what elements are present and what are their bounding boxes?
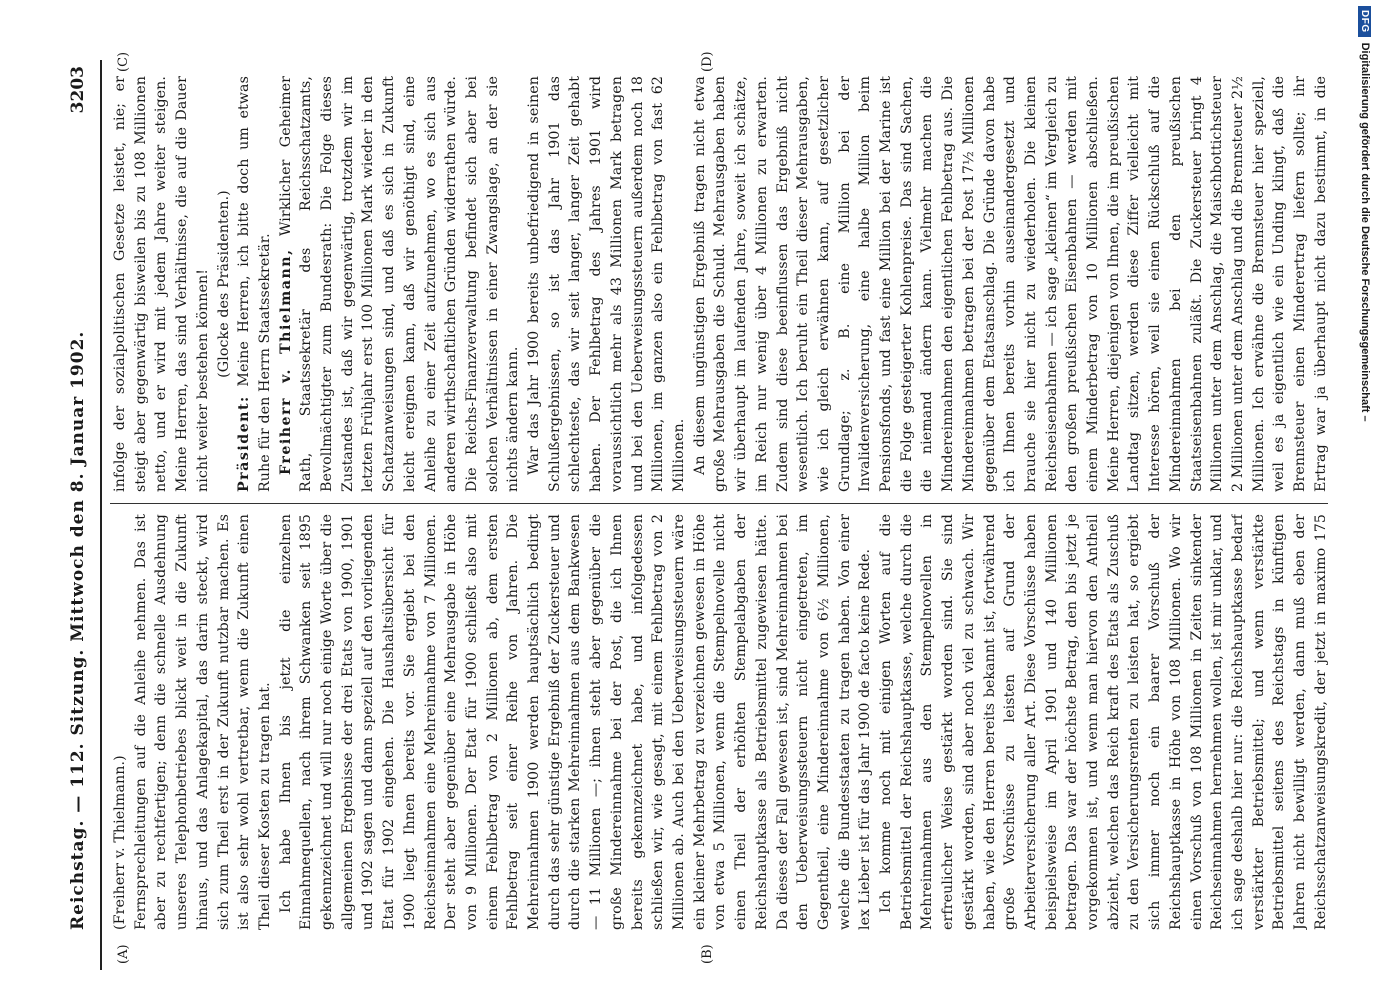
speaker-name: Freiherr v. Thielmann,	[277, 248, 294, 475]
paragraph: Ich komme noch mit einigen Worten auf die Betriebsmittel der Reichshauptkasse, welche durch die Mehreinnahmen aus den Stempelnovellen in erfreulicher Weise gestärkt worden sind. Sie sind gestärkt worden, sind aber noch viel zu schwach. Wir haben, wie den Herren bereits bekannt ist, fortwährend große Vorschüsse zu leisten auf Grund der Arbeiterversicherung aller Art. Diese Vorschüsse haben beispielsweise im April 1901 und 140 Millionen betragen. Das war der höchste Betrag, den bis jetzt je vorgekommen ist, und wenn man hiervon den Antheil abzieht, welchen das Reich kraft des Etats als Zuschuß zu den Versicherungsrenten zu leisten hat, so ergiebt sich immer noch ein baarer Vorschuß der Reichshauptkasse in Höhe von 108 Millionen. Wo wir einen Vorschuß von 108 Millionen in Zeiten sinkender Reichseinnahmen hernehmen wollen, ist mir unklar, und ich sage deshalb hier nur: die Reichshauptkasse bedarf verstärkter Betriebsmittel; und wenn verstärkte Betriebsmittel seitens des Reichstags in künftigen Jahren nicht bewilligt werden, dann muß eben der Reichsschatzanweisungskredit, der jetzt in maximo 175	[878, 514, 1329, 930]
rotated-document-page	[60, 51, 1335, 970]
stage-direction: (Glocke des Präsidenten.)	[215, 190, 232, 378]
margin-marker-d: (D)	[700, 51, 715, 72]
text-column-left	[110, 514, 1330, 930]
paragraph: An diesem ungünstigen Ergebniß tragen nicht etwa große Mehrausgaben die Schuld. Mehrausgaben haben wir überhaupt im laufenden Jahre, soweit ich schätze, im Reich nur wenig über 4 Millionen zu erwarten. Zudem sind diese beeinflussen das Ergebniß nicht wesentlich. Ich beruht ein Theil dieser Mehrausgaben, wie ich gleich erwähnen kann, auf gesetzlicher Grundlage; z. B. eine Million bei der Invalidenversicherung, eine halbe Million beim Pensionsfonds, und fast eine Million bei der Marine ist die Folge gesteigerter Kohlenpreise. Das sind Sachen, die niemand ändern kann. Vielmehr machen die Mindereinnahmen den eigentlichen Fehlbetrag aus. Die Mindereinnahmen betragen bei der Post 17½ Millionen gegenüber dem Etatsanschlag. Die Gründe davon habe ich Ihnen bereits vorhin auseinandergesetzt und brauche sie hier nicht zu wiederholen. Die kleinen Reichseisenbahnen — ich sage „kleinen“ im Vergleich zu den großen preußischen Eisenbahnen — werden mit einem Minderbetrag von 10 Millionen abschließen. Meine Herren, diejenigen von Ihnen, die im preußischen Landtag sitzen, werden diese Ziffer vielleicht mit Interesse hören, weil sie einen Rückschluß auf die Mindereinnahmen bei den preußischen Staatseisenbahnen zuläßt. Die Zuckersteuer bringt 4 Millionen unter dem Anschlag, die Maischbottichsteuer 2 Millionen unter dem Anschlag und die Brennsteuer 2½ Millionen. Ich erwähne die Brennsteuer hier speziell, weil es ja eigentlich wie ein Unding klingt, daß die Brennsteuer einen Minderertrag liefern sollte; ihr Ertrag war ja überhaupt nicht dazu bestimmt, in die	[691, 76, 1329, 492]
credit-text: Digitalisierung gefördert durch die Deutsche Forschungsgemeinschaft –	[1359, 42, 1371, 422]
page-header	[60, 60, 102, 970]
running-head: Reichstag. — 112. Sitzung. Mittwoch den 8. Januar 1902.	[68, 330, 88, 930]
page-number: 3203	[68, 66, 88, 114]
dfg-logo-icon: DFG	[1359, 6, 1372, 37]
paragraph: (Freiherr v. Thielmann.)	[112, 755, 128, 930]
speaker-name: Präsident:	[236, 395, 253, 492]
paragraph: infolge der sozialpolitischen Gesetze leistet, nie; er steigt aber gegenwärtig bisweilen bis zu 108 Millionen netto, und er wird mit jedem Jahre weiter steigen. Meine Herren, das sind Verhältnisse, die auf die Dauer nicht weiter bestehen können!	[112, 76, 211, 492]
paragraph: Fernsprechleitungen auf die Anleihe nehmen. Das ist aber zu rechtfertigen; denn die schnelle Ausdehnung unseres Telephonbetriebes blickt weit in die Zukunft hinaus, und das Anlagekapital, das darin steckt, wird sich zum Theil erst in der Zukunft nutzbar machen. Es ist also sehr wohl vertretbar, wenn die Zukunft einen Theil dieser Kosten zu tragen hat.	[132, 514, 273, 930]
margin-marker-b: (B)	[700, 944, 715, 964]
text-column-right	[110, 76, 1330, 492]
column-divider	[110, 503, 1328, 504]
paragraph: Ich habe Ihnen bis jetzt die einzelnen Einnahmequellen, nach ihrem Schwanken seit 1895 gekennzeichnet und will nur noch einige Worte über die allgemeinen Ergebnisse der drei Etats von 1900, 1901 und 1902 sagen und dann speziell auf den vorliegenden Etat für 1902 eingehen. Die Haushaltsübersicht für 1900 liegt Ihnen bereits vor. Sie ergiebt bei den Reichseinnahmen eine Mehreinnahme von 7 Millionen. Der steht aber gegenüber eine Mehrausgabe in Höhe von 9 Millionen. Der Etat für 1900 schließt also mit einem Fehlbetrag von 2 Millionen ab, dem ersten Fehlbetrag seit einer Reihe von Jahren. Die Mehreinnahmen 1900 werden hauptsächlich bedingt durch das sehr günstige Ergebniß der Zuckersteuer und durch die starken Mehreinnahmen aus dem Bankwesen — 11 Millionen —; ihnen steht aber gegenüber die große Mindereinnahme bei der Post, die ich Ihnen bereits gekennzeichnet habe, und infolgedessen schließen wir, wie gesagt, mit einem Fehlbetrag von 2 Millionen ab. Auch bei den Ueberweisungssteuern wäre ein kleiner Mehrbetrag zu verzeichnen gewesen in Höhe von etwa 5 Millionen, wenn die Stempelnovelle nicht einen Theil der erhöhten Stempelabgaben der Reichshauptkasse als Betriebsmittel zugewiesen hätte. Da dieses der Fall gewesen ist, sind Mehreinnahmen bei den Ueberweisungssteuern nicht eingetreten, im Gegentheil, eine Mindereinnahme von 6½ Millionen, welche die Bundesstaaten zu tragen haben. Von einer lex Lieber ist für das Jahr 1900 de facto keine Rede.	[277, 514, 874, 930]
margin-marker-c: (C)	[116, 51, 131, 72]
paragraph	[234, 76, 275, 492]
paragraph: War das Jahr 1900 bereits unbefriedigend in seinen Schlußergebnissen, so ist das Jahr 1901 das schlechteste, das wir seit langer, langer Zeit gehabt haben. Der Fehlbetrag des Jahres 1901 wird voraussichtlich mehr als 43 Millionen Mark betragen und bei den Ueberweisungssteuern außerdem noch 18 Millionen, im ganzen also ein Fehlbetrag von fast 62 Millionen.	[526, 76, 687, 492]
speech-text: Wirklicher Geheimer Rath, Staatssekretär des Reichsschatzamts, Bevollmächtigter zum Bundesrath: Die Folge dieses Zustandes ist, daß wir gegenwärtig, trotzdem wir im letzten Frühjahr erst 100 Millionen Mark wieder in den Schatzanweisungen sind, und daß es sich in Zukunft leicht ereignen kann, daß wir genöthigt sind, eine Anleihe zu einer Zeit aufzunehmen, wo es sich aus anderen wirthschaftlichen Gründen widerrathen würde. Die Reichs-Finanzverwaltung befindet sich aber bei solchen Verhältnissen in einer Zwangslage, an der sie nichts ändern kann.	[277, 76, 522, 492]
digitization-credit	[1352, 6, 1378, 994]
speech-text: Meine Herren, ich bitte doch um etwas Ruhe für den Herrn Staatssekretär.	[236, 76, 273, 492]
paragraph	[276, 76, 524, 492]
margin-marker-a: (A)	[116, 944, 131, 964]
